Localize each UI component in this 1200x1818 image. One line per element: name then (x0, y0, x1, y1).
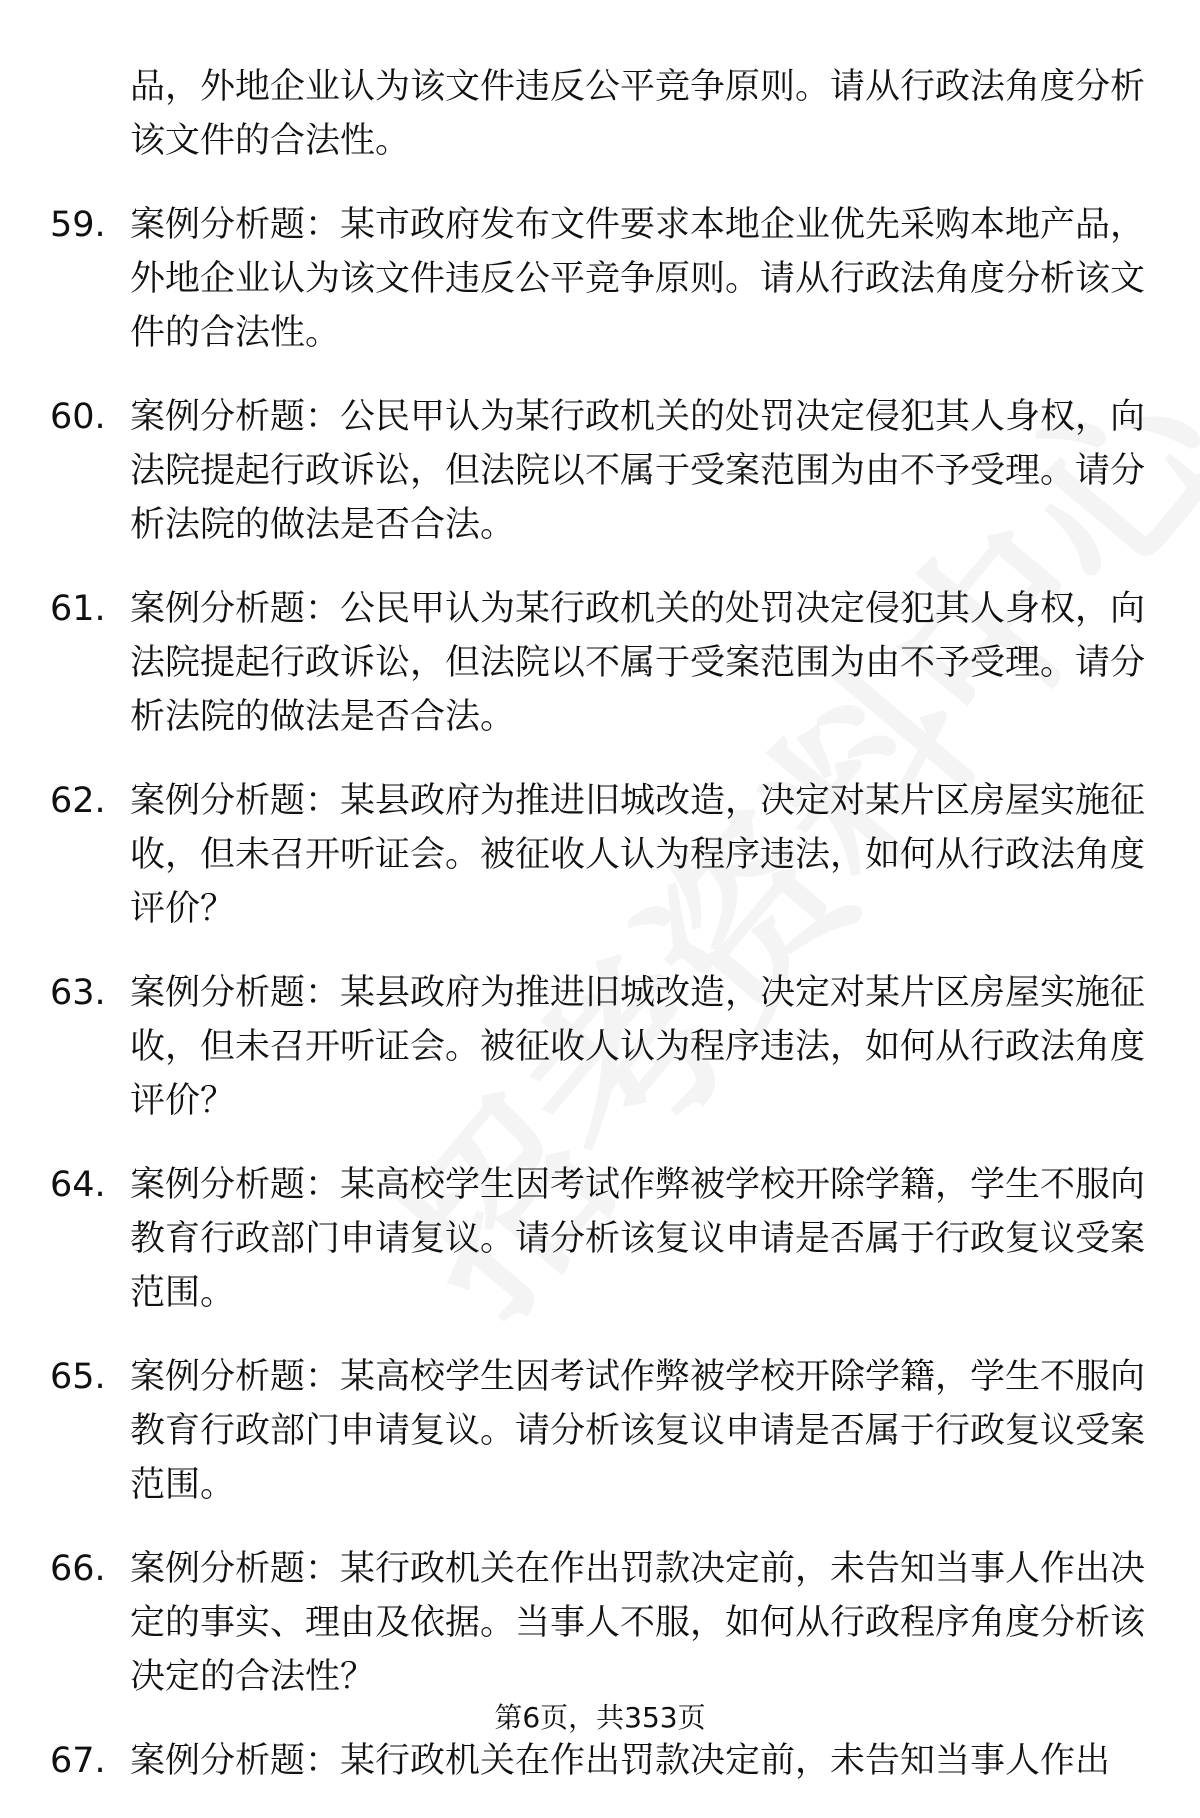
question-number: 67. (50, 1741, 106, 1781)
question-text: 案例分析题：某县政府为推进旧城改造，决定对某片区房屋实施征收，但未召开听证会。被征收人认为程序违法，如何从行政法角度评价？ (130, 781, 1146, 929)
question-number: 60. (50, 397, 106, 437)
question-number: 65. (50, 1357, 106, 1397)
question-text: 案例分析题：某市政府发布文件要求本地企业优先采购本地产品，外地企业认为该文件违反公平竞争原则。请从行政法角度分析该文件的合法性。 (130, 205, 1146, 353)
question-text: 案例分析题：某高校学生因考试作弊被学校开除学籍，学生不服向教育行政部门申请复议。请分析该复议申请是否属于行政复议受案范围。 (130, 1165, 1146, 1313)
question-item (50, 966, 1160, 1128)
question-number: 59. (50, 205, 106, 245)
question-item (50, 1734, 1160, 1788)
page-number: 第6页，共353页 (494, 1701, 706, 1734)
question-item (50, 1350, 1160, 1512)
question-item (50, 774, 1160, 936)
question-item (50, 582, 1160, 744)
question-number: 66. (50, 1549, 106, 1589)
question-text: 案例分析题：公民甲认为某行政机关的处罚决定侵犯其人身权，向法院提起行政诉讼，但法院以不属于受案范围为由不予受理。请分析法院的做法是否合法。 (130, 397, 1146, 545)
question-item (50, 1542, 1160, 1704)
question-list (50, 60, 1160, 1818)
question-item (50, 390, 1160, 552)
question-text: 案例分析题：某行政机关在作出罚款决定前，未告知当事人作出决定的事实、理由及依据。当事人不服，如何从行政程序角度分析该决定的合法性？ (130, 1549, 1146, 1697)
question-number: 64. (50, 1165, 106, 1205)
question-text: 案例分析题：某行政机关在作出罚款决定前，未告知当事人作出 (130, 1741, 1111, 1781)
question-item (50, 1158, 1160, 1320)
question-number: 62. (50, 781, 106, 821)
question-text: 案例分析题：某高校学生因考试作弊被学校开除学籍，学生不服向教育行政部门申请复议。请分析该复议申请是否属于行政复议受案范围。 (130, 1357, 1146, 1505)
question-item (50, 198, 1160, 360)
question-text: 案例分析题：某县政府为推进旧城改造，决定对某片区房屋实施征收，但未召开听证会。被征收人认为程序违法，如何从行政法角度评价？ (130, 973, 1146, 1121)
question-number: 61. (50, 589, 106, 629)
question-number: 63. (50, 973, 106, 1013)
continued-text: 品，外地企业认为该文件违反公平竞争原则。请从行政法角度分析该文件的合法性。 (130, 67, 1146, 161)
question-text: 案例分析题：公民甲认为某行政机关的处罚决定侵犯其人身权，向法院提起行政诉讼，但法院以不属于受案范围为由不予受理。请分析法院的做法是否合法。 (130, 589, 1146, 737)
